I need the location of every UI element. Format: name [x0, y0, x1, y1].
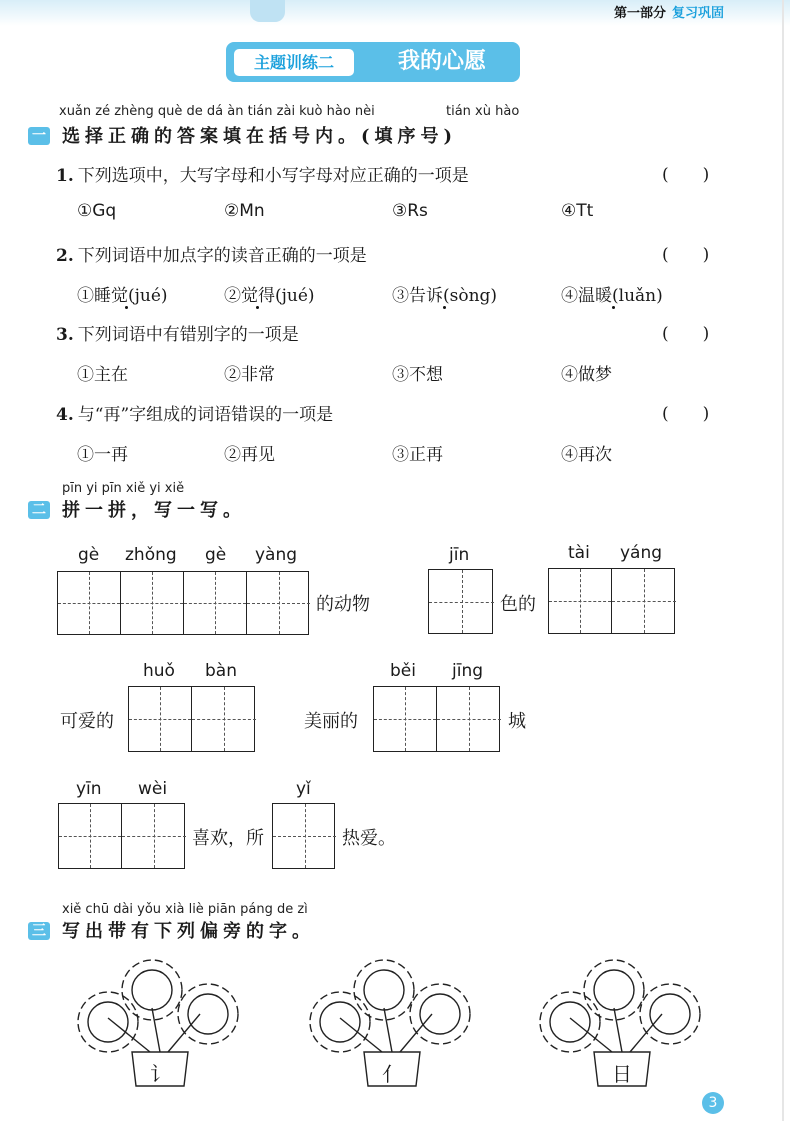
running-header	[614, 2, 724, 21]
page-number: 3	[702, 1092, 724, 1114]
answer-blank-4[interactable]: ( )	[662, 404, 710, 424]
writing-grid-beijing[interactable]	[373, 686, 500, 752]
pinyin-syllable: tài	[568, 543, 590, 563]
section2-number: 二	[28, 501, 50, 519]
q3-option-2: ②非常	[224, 365, 275, 385]
fill-text: 喜欢，所	[192, 828, 264, 849]
q3-option-4: ④做梦	[561, 365, 612, 385]
q2-option-3: ③告诉(sòng)	[392, 286, 498, 306]
question-number: 1.	[56, 166, 74, 186]
section3-heading: 写出带有下列偏旁的字。	[62, 921, 315, 942]
q2-option-1: ①睡觉(jué)	[77, 286, 168, 306]
radical-2: 亻	[382, 1062, 402, 1086]
q4-option-4: ④再次	[561, 445, 612, 465]
emphasis-dot	[443, 306, 446, 309]
section1-heading-text: 选择正确的答案填在括号内。	[62, 126, 361, 147]
q2-option-2: ②觉得(jué)	[224, 286, 315, 306]
page-title: 我的心愿	[397, 49, 486, 74]
radical-1: 讠	[150, 1062, 170, 1086]
pinyin-syllable: běi	[390, 661, 416, 681]
question-text: 下列词语中加点字的读音正确的一项是	[77, 246, 367, 266]
q1-option-3: ③Rs	[392, 201, 428, 221]
emphasis-dot	[256, 306, 259, 309]
pinyin-syllable: yáng	[620, 543, 663, 563]
section1-pinyin-2: tián xù hào	[446, 104, 520, 119]
q1-option-4: ④Tt	[561, 201, 594, 221]
answer-blank-3[interactable]: ( )	[662, 324, 710, 344]
question-1	[56, 161, 469, 186]
section3-number: 三	[28, 922, 50, 940]
question-text: 与“再”字组成的词语错误的一项是	[77, 405, 334, 425]
section1-heading	[62, 122, 457, 148]
section3-pinyin: xiě chū dài yǒu xià liè piān páng de zì	[62, 902, 308, 917]
pinyin-syllable: huǒ	[143, 661, 175, 681]
banner-label: 主题训练二	[234, 49, 354, 76]
q4-option-3: ③正再	[392, 445, 443, 465]
fill-text: 城	[508, 711, 526, 732]
writing-grid-gezhonggeyang[interactable]	[57, 571, 309, 635]
pinyin-syllable: gè	[205, 545, 227, 565]
question-3	[56, 320, 299, 345]
pinyin-syllable: gè	[78, 545, 100, 565]
pinyin-syllable: jīng	[452, 661, 484, 681]
question-number: 4.	[56, 405, 74, 425]
q2-option-4: ④温暖(luǎn)	[561, 286, 663, 306]
fill-text: 的动物	[316, 594, 370, 615]
q4-option-1: ①一再	[77, 445, 128, 465]
header-part: 第一部分	[613, 6, 666, 21]
pinyin-syllable: yīn	[76, 779, 102, 799]
pinyin-syllable: yàng	[255, 545, 298, 565]
pinyin-syllable: jīn	[449, 545, 470, 565]
q4-option-2: ②再见	[224, 445, 275, 465]
fill-text: 热爱。	[342, 828, 396, 849]
pinyin-syllable: wèi	[138, 779, 168, 799]
emphasis-dot	[125, 306, 128, 309]
writing-grid-jin[interactable]	[428, 569, 493, 634]
fill-text: 可爱的	[60, 711, 114, 732]
radical-3: 日	[612, 1062, 632, 1086]
question-number: 2.	[56, 246, 74, 266]
q3-option-1: ①主在	[77, 365, 128, 385]
section2-heading: 拼一拼，写一写。	[62, 500, 246, 521]
pinyin-syllable: zhǒng	[125, 545, 177, 565]
pinyin-syllable: bàn	[205, 661, 237, 681]
answer-blank-2[interactable]: ( )	[662, 245, 710, 265]
question-2	[56, 241, 367, 266]
fill-text: 美丽的	[304, 711, 358, 732]
fill-text: 色的	[500, 594, 536, 615]
q1-option-1: ①Gq	[77, 201, 117, 221]
writing-grid-yi[interactable]	[272, 803, 335, 869]
question-number: 3.	[56, 325, 74, 345]
top-ribbon-decoration	[250, 0, 285, 22]
q3-option-3: ③不想	[392, 365, 443, 385]
question-4	[56, 400, 333, 425]
question-text: 下列选项中，大写字母和小写字母对应正确的一项是	[77, 166, 469, 186]
section1-pinyin: xuǎn zé zhèng què de dá àn tián zài kuò hào nèi	[59, 104, 375, 119]
q1-option-2: ②Mn	[224, 201, 265, 221]
answer-blank-1[interactable]: ( )	[662, 165, 710, 185]
question-text: 下列词语中有错别字的一项是	[77, 325, 299, 345]
page-edge	[782, 0, 784, 1121]
emphasis-dot	[612, 306, 615, 309]
writing-grid-yinwei[interactable]	[58, 803, 185, 869]
writing-grid-huoban[interactable]	[128, 686, 255, 752]
section1-number: 一	[28, 127, 50, 145]
pinyin-syllable: yǐ	[296, 779, 311, 799]
section1-heading-note: (填序号)	[361, 126, 458, 147]
section2-pinyin: pīn yi pīn xiě yi xiě	[62, 481, 185, 496]
writing-grid-taiyang[interactable]	[548, 568, 675, 634]
header-section: 复习巩固	[671, 6, 724, 21]
